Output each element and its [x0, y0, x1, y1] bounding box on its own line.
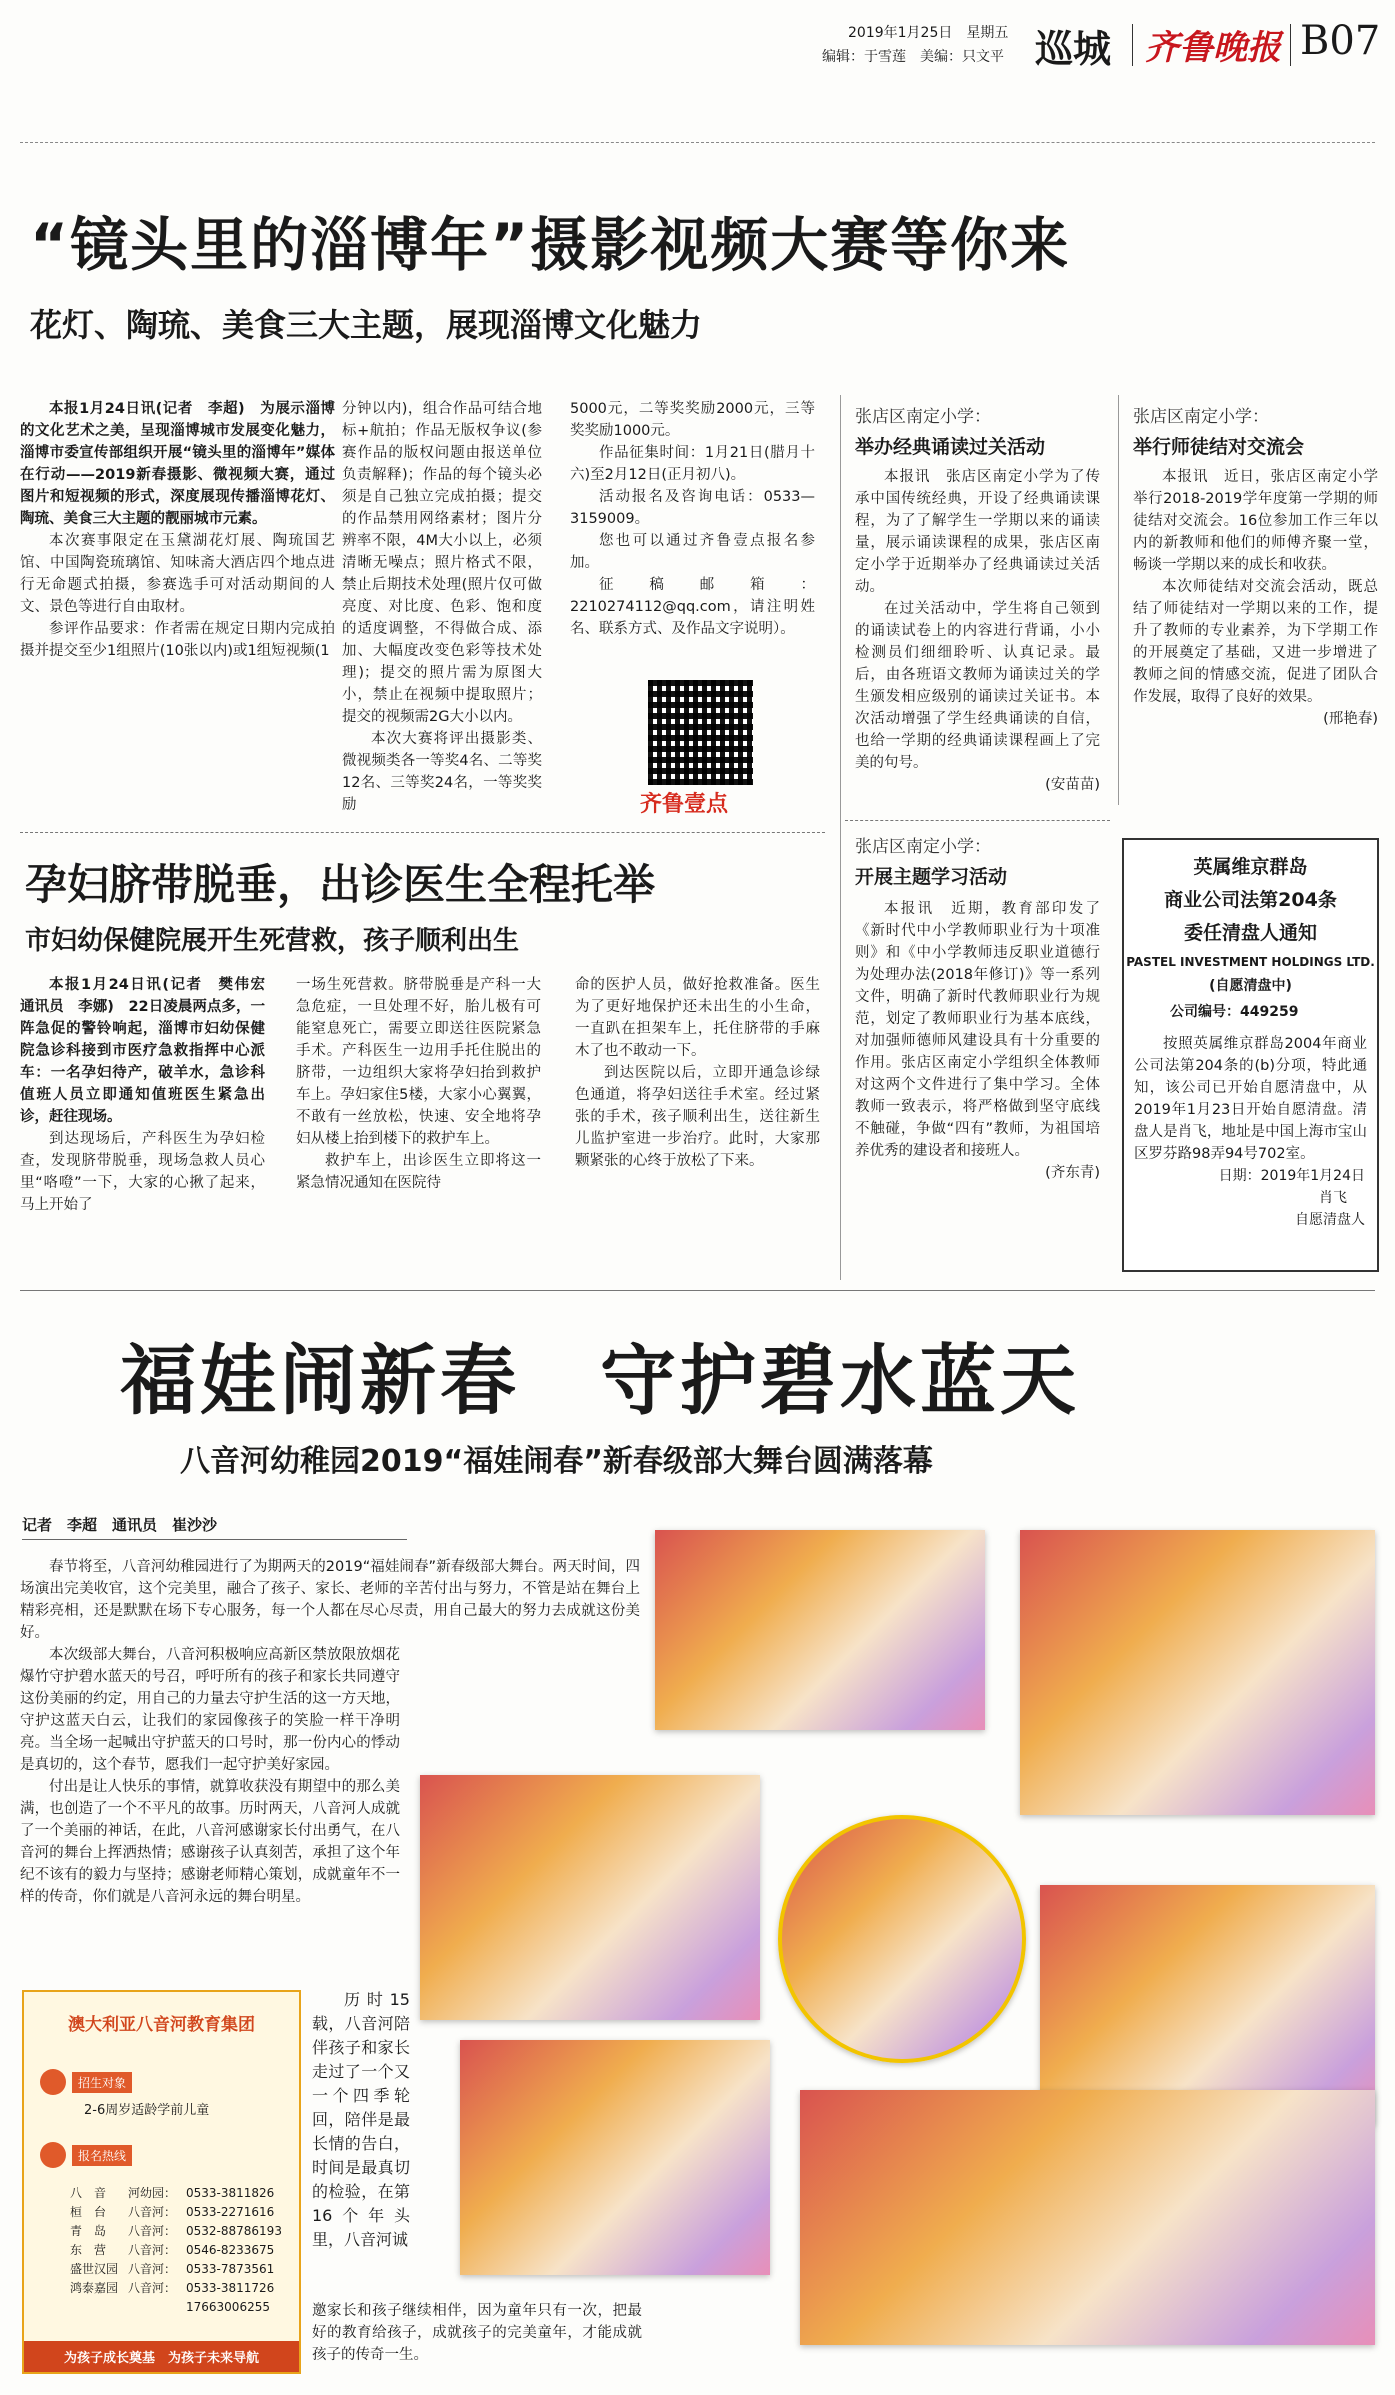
newspaper-logo: 齐鲁晚报 — [1145, 28, 1281, 68]
ad-hotline-label: 报名热线 — [72, 2145, 132, 2166]
ad-hotline-row: 八 音 河幼园： 0533-3811826 — [70, 2186, 275, 2200]
story1-headline: “镜头里的淄博年”摄影视频大赛等你来 — [30, 211, 1071, 279]
section-name: 巡城 — [1035, 27, 1112, 71]
ad-slogan: 为孩子成长奠基 为孩子未来导航 — [24, 2341, 299, 2372]
notice-signer-role: 自愿清盘人 — [1295, 1212, 1365, 1228]
notice-company-no: 公司编号：449259 — [1170, 1004, 1299, 1020]
story1-subheadline: 花灯、陶琉、美食三大主题，展现淄博文化魅力 — [30, 306, 703, 344]
brief1-label: 张店区南定小学： — [855, 407, 991, 427]
story2-column-2: 一场生死营救。脐带脱垂是产科一大急危症，一旦处理不好，胎儿极有可能窒息死亡，需要立即送往医院紧急手术。产科医生一边用手托住脱出的脐带，一边组织大家将孕妇抬到救护车上。孕妇家住5楼，大家小心翼翼，不敢有一丝放松，快速、安全地将孕妇从楼上抬到楼下的救护车上。 救护车上，出诊医生立即将这一紧急情况通知在医院待 — [296, 977, 541, 1191]
ad-hotline-list — [70, 2184, 299, 2317]
brief2-body: 本报讯 近日，张店区南定小学举行2018-2019学年度第一学期的师徒结对交流会。16位参加工作三年以内的新教师和他们的师傅齐聚一堂，畅谈一学期以来的成长和收获。 本次师徒结对交流会活动，既总结了师徒结对一学期以来的工作，提升了教师的专业素养，为下学期工作的开展奠定了基础，又进一步增进了教师之间的情感交流，促进了团队合作发展，取得了良好的效果。 (邢艳春) — [1133, 469, 1378, 727]
brief1-title: 举办经典诵读过关活动 — [855, 436, 1046, 458]
photo-audience — [1040, 1885, 1375, 2125]
notice-title-line2: 商业公司法第204条 — [1164, 889, 1337, 911]
editor-credits: 编辑：于雪莲 美编：只文平 — [822, 49, 1004, 65]
brief3-label: 张店区南定小学： — [855, 837, 991, 857]
story2-column-1: 本报1月24日讯(记者 樊伟宏 通讯员 李娜) 22日凌晨两点多，一阵急促的警铃响起，淄博市妇幼保健院急诊科接到市医疗急救指挥中心派车：一名孕妇待产，破羊水，急诊科值班人员立即通知值班医生紧急出诊，赶往现场。 到达现场后，产科医生为孕妇检查，发现脐带脱垂，现场急救人员心里“咯噔”一下，大家的心揪了起来，马上开始了 — [20, 977, 280, 1213]
legal-notice — [1122, 838, 1379, 1272]
photo-stage-dance-2 — [1020, 1530, 1375, 1815]
page-number: B07 — [1300, 18, 1381, 64]
story2-subheadline: 市妇幼保健院展开生死营救，孩子顺利出生 — [25, 926, 520, 956]
qr-caption: 齐鲁壹点 — [640, 792, 729, 817]
ad-hotline-row: 桓 台 八音河： 0533-2271616 — [70, 2205, 275, 2219]
ad-target-value: 2-6周岁适龄学前儿童 — [84, 2103, 210, 2118]
photo-new-year-dancers — [460, 2040, 770, 2275]
feature-narrow-column: 历时15载，八音河陪伴孩子和家长走过了一个又一个四季轮回，陪伴是最长情的告白，时间是最真切的检验，在第16个年头里，八音河诚 — [312, 1990, 410, 2249]
ad-title: 澳大利亚八音河教育集团 — [68, 2015, 255, 2035]
feature-body: 本次级部大舞台，八音河积极响应高新区禁放限放烟花爆竹守护碧水蓝天的号召，呼吁所有的孩子和家长共同遵守这份美丽的约定，用自己的力量去守护生活的这一方天地，守护这蓝天白云，让我们的家园像孩子的笑脸一样干净明亮。当全场一起喊出守护蓝天的口号时，那一份内心的悸动是真切的，这个春节，愿我们一起守护美好家园。 付出是让人快乐的事情，就算收获没有期望中的那么美满，也创造了一个不平凡的故事。历时两天，八音河人成就了一个美丽的神话，在此，八音河感谢家长付出勇气，在八音河的舞台上挥洒热情；感谢孩子认真刻苦，承担了这个年纪不该有的毅力与坚持；感谢老师精心策划，成就童年不一样的传奇，你们就是八音河永远的舞台明星。 — [20, 1647, 400, 1905]
brief1-body: 本报讯 张店区南定小学为了传承中国传统经典，开设了经典诵读课程，为了了解学生一学期以来的诵读量，展示诵读课程的成果，张店区南定小学于近期举办了经典诵读过关活动。 在过关活动中，学生将自己领到的诵读试卷上的内容进行背诵，小小检测员们细细聆听、认真记录。最后，由各班语文教师为诵读过关的学生颁发相应级别的诵读过关证书。本次活动增强了学生经典诵读的自信，也给一学期的经典诵读课程画上了完美的句号。 (安苗苗) — [855, 469, 1100, 793]
feature-subheadline: 八音河幼稚园2019“福娃闹春”新春级部大舞台圆满落幕 — [180, 1444, 933, 1479]
story2-column-3: 命的医护人员，做好抢救准备。医生为了更好地保护还未出生的小生命，一直趴在担架车上，托住脐带的手麻木了也不敢动一下。 到达医院以后，立即开通急诊绿色通道，将孕妇送往手术室。经过紧张的手术，孩子顺利出生，送往新生儿监护室进一步治疗。此时，大家那颗紧张的心终于放松了下来。 — [575, 977, 820, 1169]
photo-stage-lanterns — [800, 2090, 1375, 2345]
photo-circle-performance — [778, 1815, 1026, 2063]
photo-stage-dance-1 — [655, 1530, 985, 1730]
brief3-body: 本报讯 近期，教育部印发了《新时代中小学教师职业行为十项准则》和《中小学教师违反职业道德行为处理办法(2018年修订)》等一系列文件，明确了新时代教师职业行为规范，划定了教师职业行为基本底线，对加强师德师风建设具有十分重要的作用。张店区南定小学组织全体教师对这两个文件进行了集中学习。全体教师一致表示，将严格做到坚守底线不触碰，争做“四有”教师，为祖国培养优秀的建设者和接班人。 (齐东青) — [855, 901, 1100, 1181]
qr-code[interactable] — [648, 680, 753, 785]
school-advertisement — [22, 1990, 301, 2374]
ad-hotline-row: 17663006255 — [186, 2300, 270, 2314]
story1-column-1: 本报1月24日讯(记者 李超) 为展示淄博的文化艺术之美，呈现淄博城市发展变化魅力，淄博市委宣传部组织开展“镜头里的淄博年”媒体在行动——2019新春摄影、微视频大赛，通过图片和短视频的形式，深度展现传播淄博花灯、陶琉、美食三大主题的靓丽城市元素。 本次赛事限定在玉黛湖花灯展、陶琉国艺馆、中国陶瓷琉璃馆、知味斋大酒店四个地点进行无命题式拍摄，参赛选手可对活动期间的人文、景色等进行自由取材。 参评作品要求：作者需在规定日期内完成拍摄并提交至少1组照片(10张以内)或1组短视频(1 — [20, 401, 335, 659]
feature-intro: 春节将至，八音河幼稚园进行了为期两天的2019“福娃闹春”新春级部大舞台。两天时间，四场演出完美收官，这个完美里，融合了孩子、家长、老师的辛苦付出与努力，不管是站在舞台上精彩亮相，还是默默在场下专心服务，每一个人都在尽心尽责，用自己最大的努力去成就这份美好。 — [20, 1559, 640, 1641]
notice-company-en: PASTEL INVESTMENT HOLDINGS LTD. — [1126, 955, 1375, 969]
phone-icon — [40, 2142, 66, 2168]
story1-column-3: 5000元，二等奖奖励2000元，三等奖奖励1000元。 作品征集时间：1月21日(腊月十六)至2月12日(正月初八)。 活动报名及咨询电话：0533—3159009。 您也可以通过齐鲁壹点报名参加。 征稿邮箱：2210274112@qq.com，请注明姓名、联系方式、及作品文字说明）。 — [570, 401, 815, 637]
feature-headline: 福娃闹新春 守护碧水蓝天 — [120, 1336, 1080, 1425]
notice-title-line3: 委任清盘人通知 — [1183, 922, 1317, 944]
brief2-label: 张店区南定小学： — [1133, 407, 1269, 427]
brief2-title: 举行师徒结对交流会 — [1133, 436, 1305, 458]
notice-title-line1: 英属维京群岛 — [1193, 856, 1308, 878]
feature-closing: 邀家长和孩子继续相伴，因为童年只有一次，把最好的教育给孩子，成就孩子的完美童年，才能成就孩子的传奇一生。 — [312, 2303, 642, 2363]
feature-byline: 记者 李超 通讯员 崔沙沙 — [22, 1514, 407, 1540]
brief3-title: 开展主题学习活动 — [855, 866, 1008, 888]
notice-signer: 肖飞 — [1319, 1190, 1347, 1206]
notice-date: 日期：2019年1月24日 — [1218, 1168, 1365, 1184]
ad-target-label: 招生对象 — [72, 2072, 132, 2093]
ad-hotline-row: 盛世汉园 八音河： 0533-7873561 — [70, 2262, 275, 2276]
story1-column-2: 分钟以内)，组合作品可结合地标+航拍；作品无版权争议(参赛作品的版权问题由报送单位负责解释)；作品的每个镜头必须是自己独立完成拍摄；提交的作品禁用网络素材；图片分辨率不限，4M大小以上，必须清晰无噪点；照片格式不限，禁止后期技术处理(照片仅可做亮度、对比度、色彩、饱和度的适度调整，不得做合成、添加、大幅度改变色彩等技术处理)；提交的照片需为原图大小，禁止在视频中提取照片；提交的视频需2G大小以内。 本次大赛将评出摄影类、微视频类各一等奖4名、二等奖12名、三等奖24名，一等奖奖励 — [342, 401, 542, 813]
notice-body: 按照英属维京群岛2004年商业公司法第204条的(b)分项，特此通知，该公司已开始自愿清盘中，从2019年1月23日开始自愿清盘。清盘人是肖飞，地址是中国上海市宝山区罗芬路98弄94号702室。 — [1134, 1036, 1367, 1162]
child-icon — [40, 2069, 66, 2095]
photo-children-performance — [420, 1775, 760, 2020]
ad-hotline-row: 东 营 八音河： 0546-8233675 — [70, 2243, 275, 2257]
notice-company-status: (自愿清盘中) — [1209, 978, 1292, 994]
ad-hotline-row: 鸿泰嘉园 八音河： 0533-3811726 — [70, 2281, 275, 2295]
story2-headline: 孕妇脐带脱垂，出诊医生全程托举 — [25, 860, 656, 909]
issue-date: 2019年1月25日 星期五 — [848, 25, 1009, 41]
ad-hotline-row: 青 岛 八音河： 0532-88786193 — [70, 2224, 282, 2238]
